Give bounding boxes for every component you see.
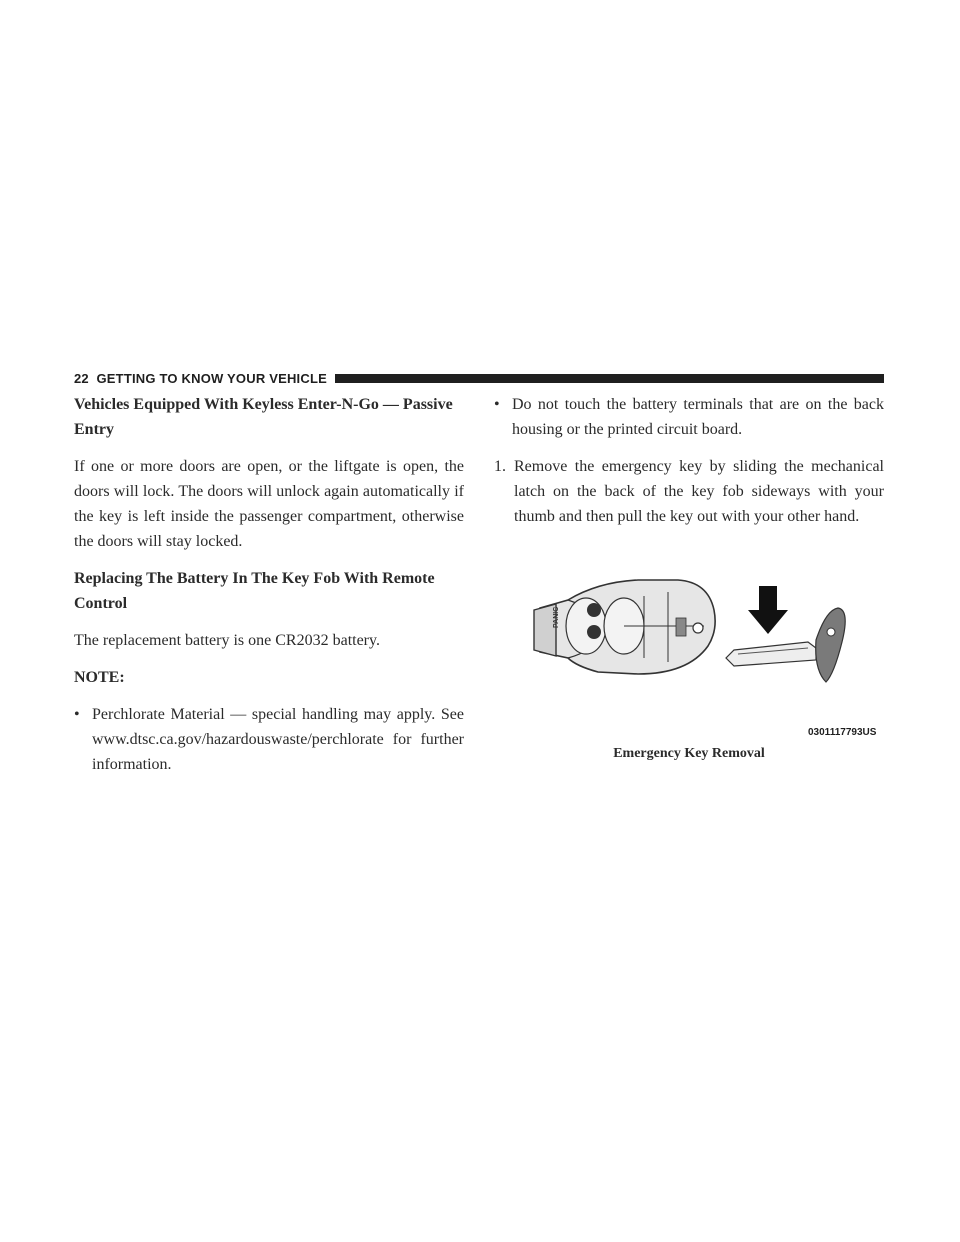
bullet-terminals (494, 392, 884, 442)
note-label: NOTE: (74, 669, 125, 686)
bullet-terminals-text: Do not touch the battery terminals that are on the back housing or the printed circuit board. (512, 396, 884, 438)
bullet-icon: • (494, 396, 500, 413)
left-column (74, 392, 464, 789)
key-fob-illustration (528, 570, 884, 740)
figure-caption: Emergency Key Removal (613, 746, 765, 761)
section-title: GETTING TO KNOW YOUR VEHICLE (96, 370, 327, 386)
down-arrow-icon (748, 586, 788, 634)
step-1 (494, 454, 884, 529)
key-fob-icon (534, 580, 715, 674)
bullet-perchlorate (74, 702, 464, 777)
paragraph-battery-type: The replacement battery is one CR2032 battery. (74, 632, 380, 649)
emergency-key-icon (726, 608, 845, 682)
paragraph-passive-entry: If one or more doors are open, or the liftgate is open, the doors will lock. The doors will unlock again automatically if the key is left inside the passenger compartment, otherwise the doors will stay locked. (74, 458, 464, 550)
heading-replace-battery: Replacing The Battery In The Key Fob With Remote Control (74, 570, 435, 612)
page-number: 22 (74, 370, 89, 386)
bullet-icon: • (74, 706, 80, 723)
page-header (74, 370, 884, 386)
panic-button-label: PANIC (553, 606, 560, 628)
right-column (494, 392, 884, 541)
step-1-text: Remove the emergency key by sliding the mechanical latch on the back of the key fob sideways with your thumb and then pull the key out with your other hand. (514, 458, 884, 525)
header-label (74, 371, 327, 386)
heading-passive-entry: Vehicles Equipped With Keyless Enter-N-Go — Passive Entry (74, 396, 453, 438)
figure-emergency-key (528, 570, 884, 740)
figure-code: 0301117793US (808, 727, 877, 738)
bullet-perchlorate-text: Perchlorate Material — special handling may apply. See www.dtsc.ca.gov/hazardouswaste/perchlorate for further information. (92, 706, 464, 773)
step-number: 1. (494, 458, 506, 475)
header-rule (335, 374, 884, 383)
